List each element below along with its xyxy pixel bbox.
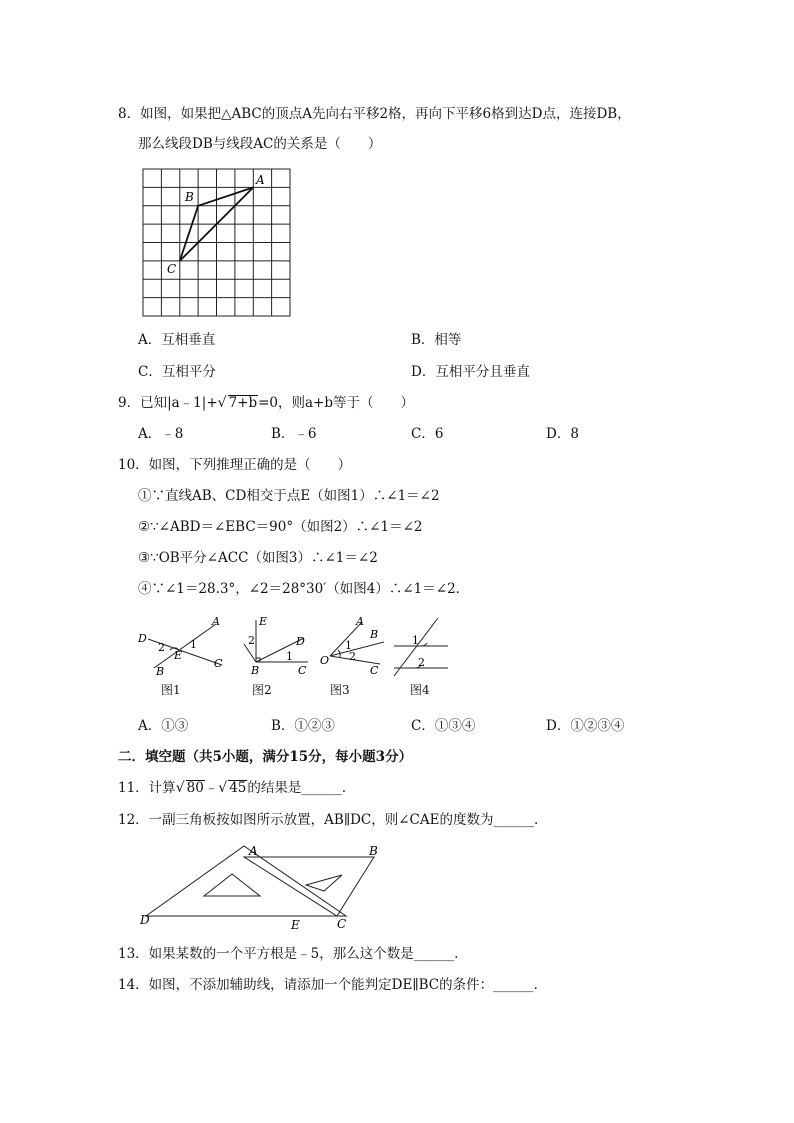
q9-suffix: =0，则a+b等于（ ） bbox=[258, 395, 415, 411]
label-c: C bbox=[167, 262, 177, 276]
q9-option-b[interactable]: B．﹣6 bbox=[271, 426, 317, 442]
label-b: B bbox=[185, 190, 194, 204]
fig1-label-d: D bbox=[138, 632, 147, 645]
fig2-label-e: E bbox=[259, 615, 268, 628]
q10-item-2: ②∵∠ABD＝∠EBC＝90°（如图2）∴∠1＝∠2 bbox=[138, 519, 423, 535]
q8-option-d[interactable]: D．互相平分且垂直 bbox=[411, 364, 530, 380]
q11-suffix: 的结果是______． bbox=[247, 780, 356, 796]
fig3-label-2: 2 bbox=[349, 650, 356, 663]
radical-sign: √ bbox=[175, 780, 185, 796]
large-triangle-hole bbox=[204, 874, 260, 896]
fig1-label-1: 1 bbox=[190, 638, 197, 651]
q12-label-e: E bbox=[291, 918, 300, 932]
fig3-label-o: O bbox=[320, 654, 330, 667]
q12-figure bbox=[136, 840, 386, 932]
fig1-label-2: 2 bbox=[158, 641, 165, 654]
q10-caption-4: 图4 bbox=[410, 683, 430, 697]
small-triangle-hole bbox=[306, 875, 342, 891]
q8-stem-line2: 那么线段DB与线段AC的关系是（ ） bbox=[138, 136, 382, 152]
q10-figure-1 bbox=[134, 612, 230, 680]
fig4-label-2: 2 bbox=[418, 656, 425, 669]
label-a: A bbox=[256, 173, 265, 187]
q10-figure-3 bbox=[318, 612, 390, 680]
fig3-label-b: B bbox=[370, 628, 379, 641]
q11-radicand-2: 45 bbox=[229, 780, 247, 796]
q10-caption-1: 图1 bbox=[161, 683, 181, 697]
fig3-label-a: A bbox=[356, 615, 364, 628]
q10-option-d[interactable]: D．①②③④ bbox=[546, 718, 625, 734]
radical-sign: √ bbox=[218, 780, 228, 796]
fig1-label-e: E bbox=[174, 649, 183, 662]
fig3-label-1: 1 bbox=[345, 639, 352, 652]
q10-caption-3: 图3 bbox=[330, 683, 350, 697]
q11-stem bbox=[118, 778, 355, 798]
q10-item-3: ③∵OB平分∠ACC（如图3）∴∠1＝∠2 bbox=[138, 550, 378, 566]
q11-prefix: 11．计算 bbox=[118, 780, 176, 796]
q10-item-4: ④∵∠1＝28.3°，∠2＝28°30′（如图4）∴∠1＝∠2． bbox=[138, 581, 470, 597]
fig1-label-a: A bbox=[212, 615, 220, 628]
q8-option-c[interactable]: C．互相平分 bbox=[138, 364, 216, 380]
q11-minus: ﹣ bbox=[204, 780, 219, 796]
fig2-label-d: D bbox=[296, 635, 305, 648]
section-2-heading: 二．填空题（共5小题，满分15分，每小题3分） bbox=[118, 749, 413, 765]
q11-radicand-1: 80 bbox=[186, 780, 204, 796]
q9-option-d[interactable]: D．8 bbox=[546, 426, 579, 442]
fig2-label-1: 1 bbox=[286, 650, 293, 663]
q8-grid-figure bbox=[140, 166, 296, 320]
q10-item-1: ①∵直线AB、CD相交于点E（如图1）∴∠1＝∠2 bbox=[138, 488, 440, 504]
q9-option-c[interactable]: C．6 bbox=[411, 426, 444, 442]
fig1-label-c: C bbox=[214, 657, 223, 670]
q10-option-c[interactable]: C．①③④ bbox=[411, 718, 476, 734]
q9-prefix: 9．已知|a﹣1|+ bbox=[118, 395, 218, 411]
fig2-label-b: B bbox=[251, 664, 260, 677]
q8-stem-line1: 8．如图，如果把△ABC的顶点A先向右平移2格，再向下平移6格到达D点，连接DB， bbox=[118, 106, 631, 122]
q12-label-a: A bbox=[249, 844, 258, 858]
q10-figure-4 bbox=[390, 612, 452, 680]
fig3-label-c: C bbox=[370, 664, 379, 677]
radical-sign: √ bbox=[217, 395, 227, 411]
q9-option-a[interactable]: A．﹣8 bbox=[138, 426, 184, 442]
fig2-label-2: 2 bbox=[248, 634, 255, 647]
q10-stem: 10．如图，下列推理正确的是（ ） bbox=[118, 457, 352, 473]
fig4-label-1: 1 bbox=[412, 634, 419, 647]
q10-option-a[interactable]: A．①③ bbox=[138, 718, 189, 734]
fig2-label-c: C bbox=[298, 664, 307, 677]
q10-caption-2: 图2 bbox=[252, 683, 272, 697]
q9-radicand: 7+b bbox=[228, 395, 258, 411]
fig1-label-b: B bbox=[156, 665, 165, 678]
q8-option-b[interactable]: B．相等 bbox=[411, 332, 462, 348]
q14-stem: 14．如图，不添加辅助线，请添加一个能判定DE∥BC的条件：______． bbox=[118, 977, 548, 993]
q12-label-c: C bbox=[337, 917, 347, 931]
q12-label-d: D bbox=[140, 913, 150, 927]
q13-stem: 13．如果某数的一个平方根是﹣5，那么这个数是______． bbox=[118, 946, 468, 962]
q10-option-b[interactable]: B．①②③ bbox=[271, 718, 335, 734]
q9-stem bbox=[118, 393, 414, 413]
q12-label-b: B bbox=[369, 844, 378, 858]
q10-figure-2 bbox=[236, 612, 314, 680]
q8-option-a[interactable]: A．互相垂直 bbox=[138, 332, 216, 348]
q12-stem: 12．一副三角板按如图所示放置，AB∥DC，则∠CAE的度数为______． bbox=[118, 812, 548, 828]
